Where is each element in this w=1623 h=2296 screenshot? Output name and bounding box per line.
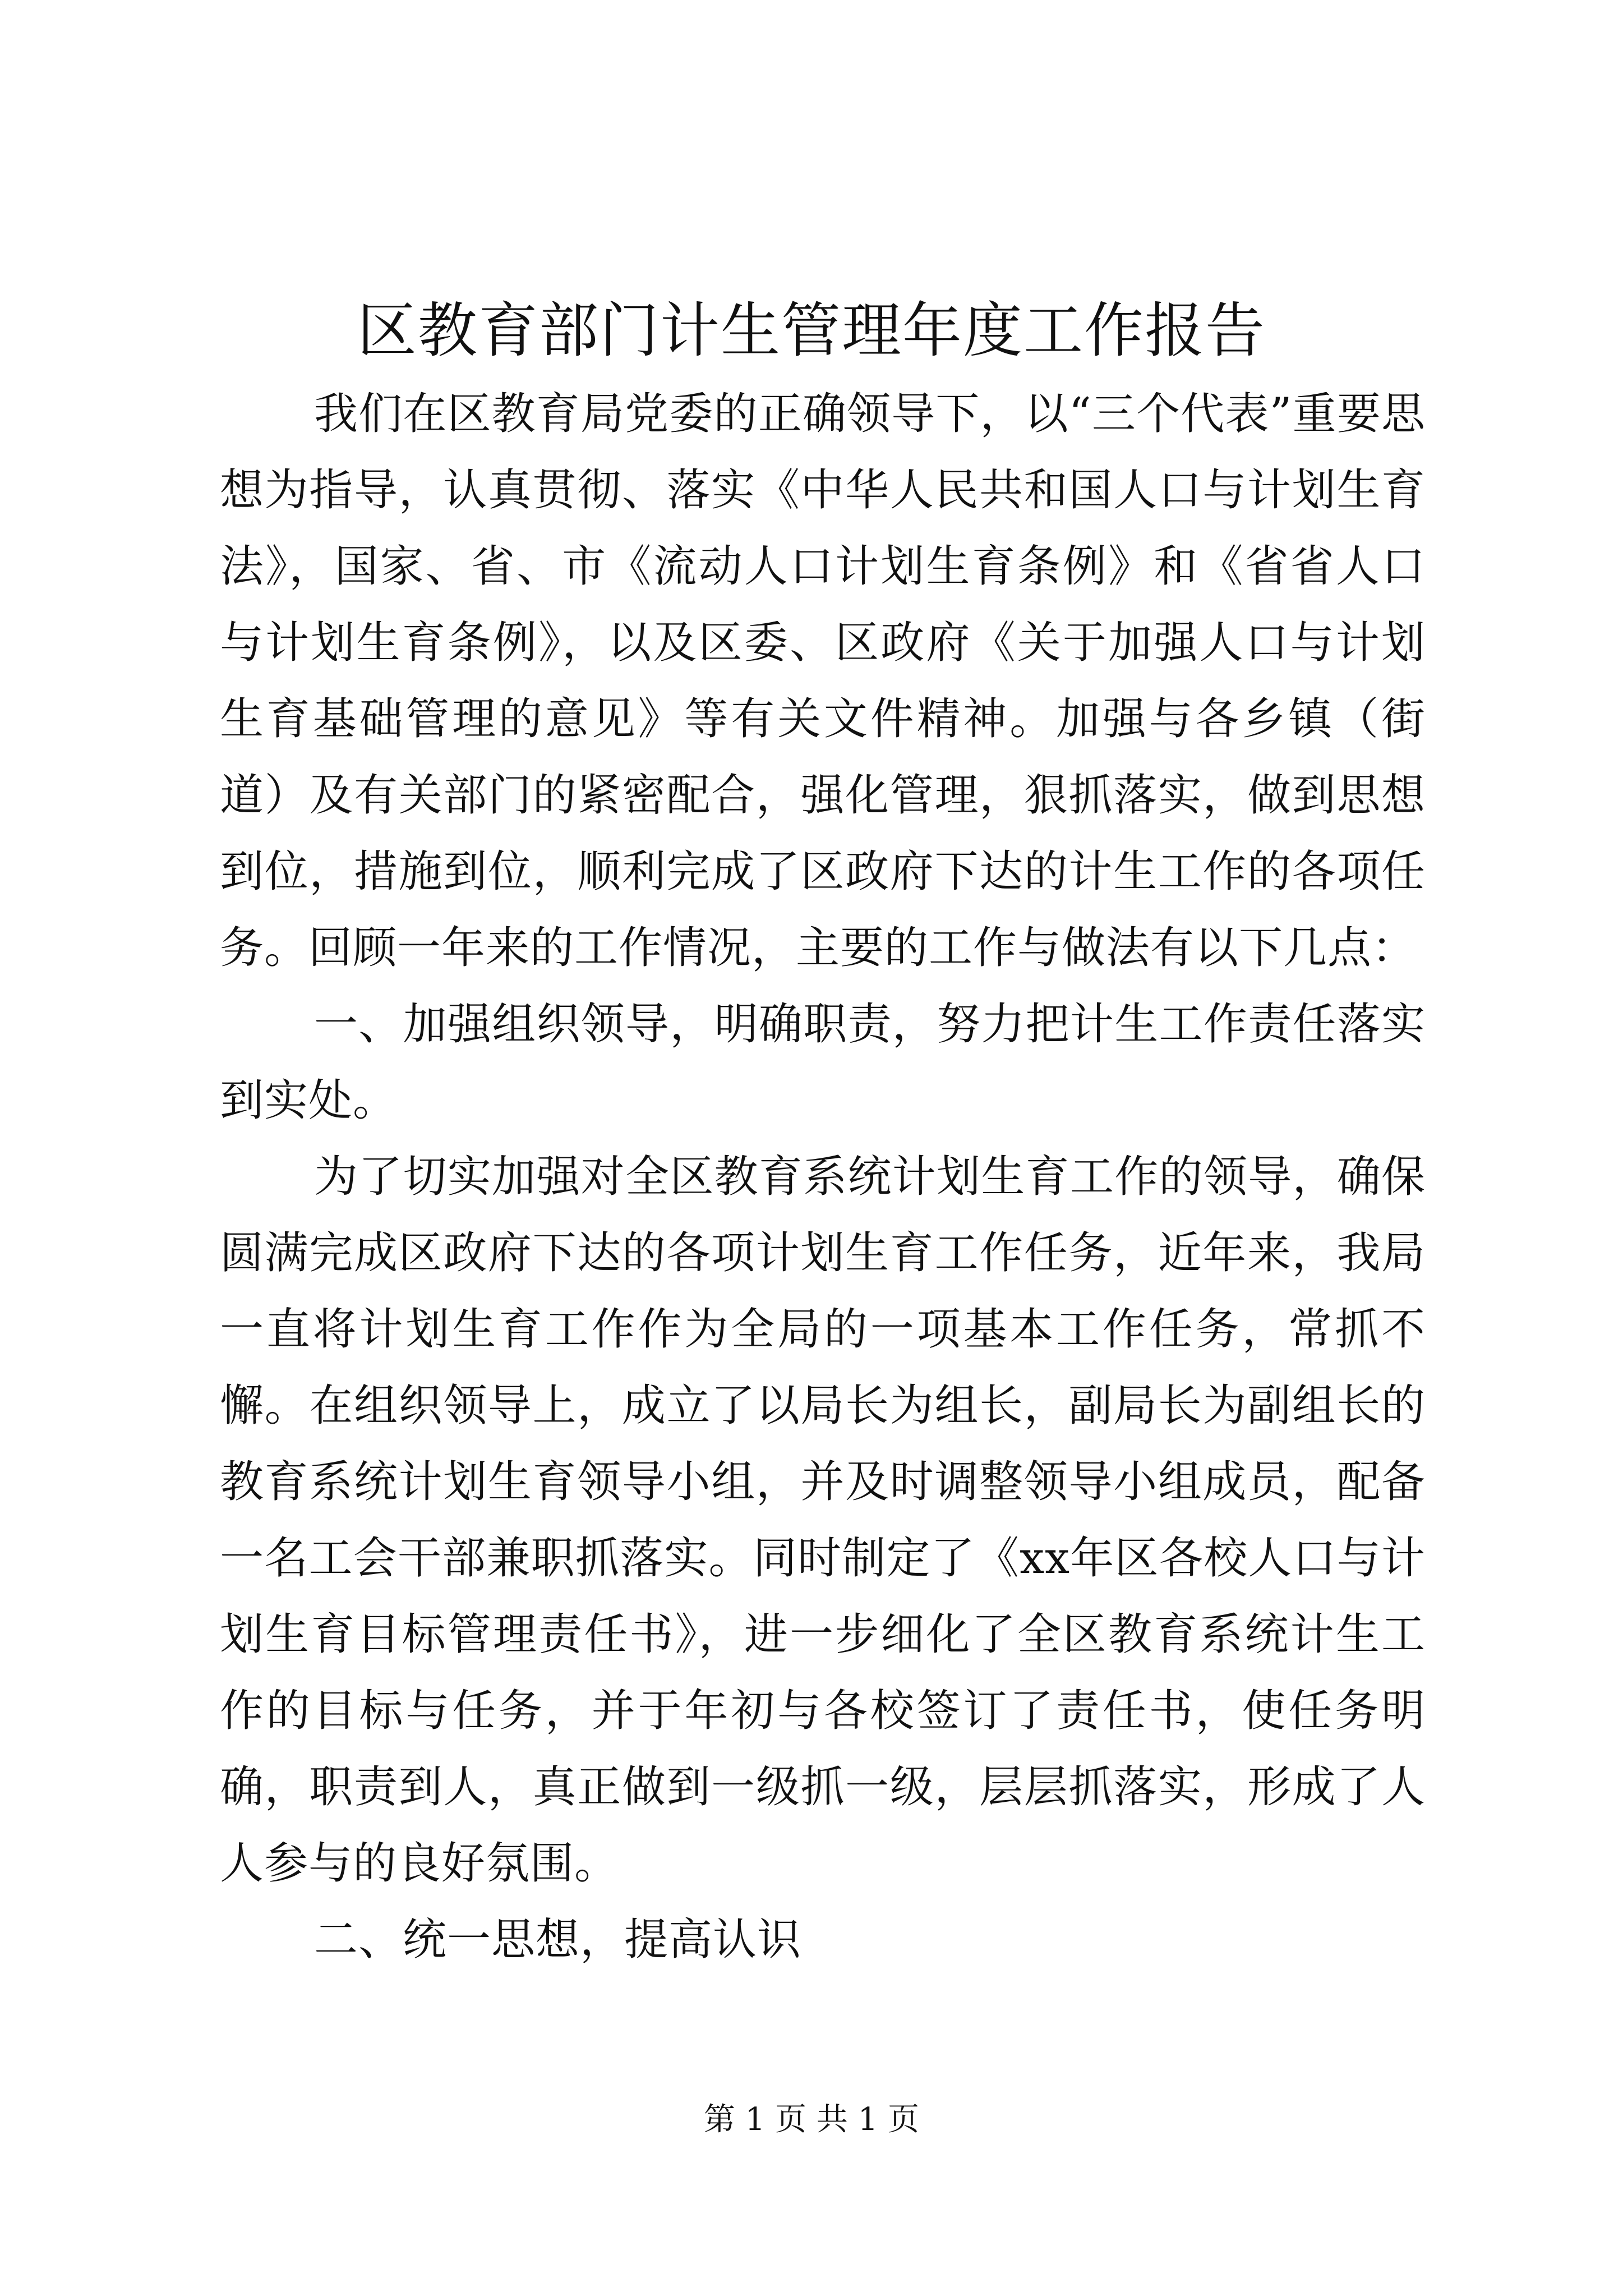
intro-paragraph: 我们在区教育局党委的正确领导下，以“三个代表”重要思想为指导，认真贯彻、落实《中华人民共和国人口与计划生育法》，国家、省、市《流动人口计划生育条例》和《省省人口与计划生育条例》，以及区委、区政府《关于加强人口与计划生育基础管理的意见》等有关文件精神。加强与各乡镇（街道）及有关部门的紧密配合，强化管理，狠抓落实，做到思想到位，措施到位，顺利完成了区政府下达的计生工作的各项任务。回顾一年来的工作情况，主要的工作与做法有以下几点： [220, 389, 1426, 973]
section-heading-2: 二、统一思想，提高认识 [314, 1915, 802, 1965]
document-body [220, 376, 1426, 1978]
page-title: 区教育部门计生管理年度工作报告 [357, 296, 1266, 365]
page-footer: 第 1 页 共 1 页 [703, 2101, 920, 2138]
section-heading-1: 一、加强组织领导，明确职责，努力把计生工作责任落实到实处。 [220, 999, 1426, 1126]
section-1-paragraph: 为了切实加强对全区教育系统计划生育工作的领导，确保圆满完成区政府下达的各项计划生育工作任务，近年来，我局一直将计划生育工作作为全局的一项基本工作任务，常抓不懈。在组织领导上，成立了以局长为组长，副局长为副组长的教育系统计划生育领导小组，并及时调整领导小组成员，配备一名工会干部兼职抓落实。同时制定了《xx年区各校人口与计划生育目标管理责任书》，进一步细化了全区教育系统计生工作的目标与任务，并于年初与各校签订了责任书，使任务明确，职责到人，真正做到一级抓一级，层层抓落实，形成了人人参与的良好氛围。 [220, 1152, 1426, 1889]
